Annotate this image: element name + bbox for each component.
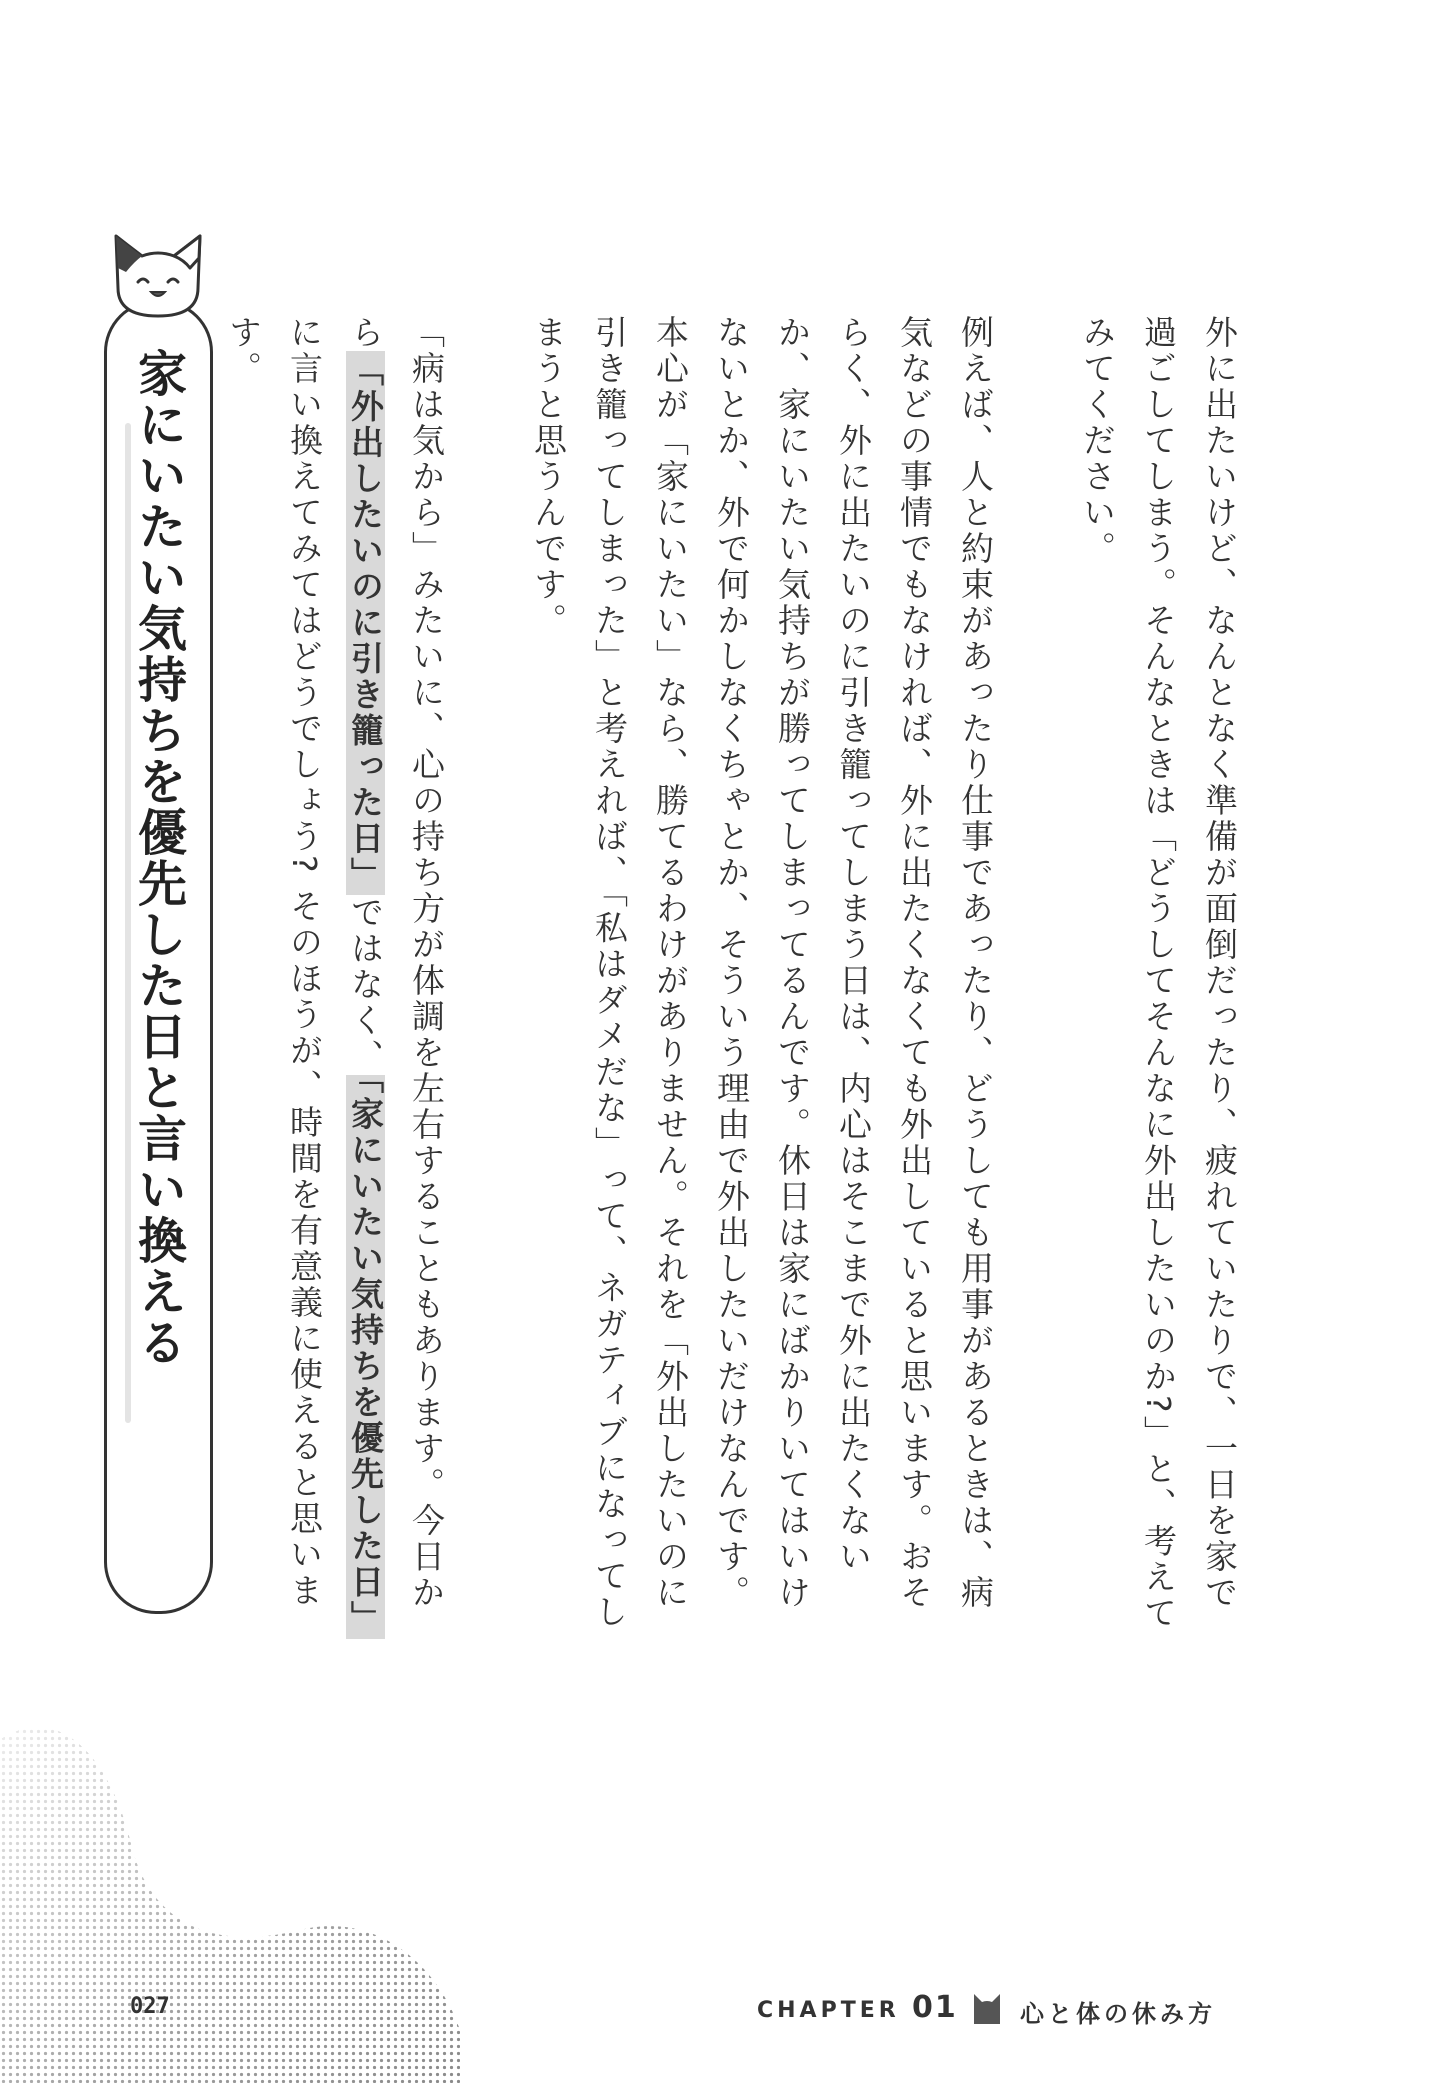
cat-mascot-icon [104,228,212,320]
paragraph-3-text-a: 「病は気から」みたいに、心の持ち方が体調を左右することもあります。今日から [346,315,446,1611]
chapter-label: CHAPTER [757,1998,900,2023]
chapter-title: 心と体の休み方 [1020,2000,1216,2028]
highlight-phrase-1: 「外出したいのに引き籠った日」 [346,353,385,893]
title-banner [104,300,213,1614]
paragraph-3 [213,315,457,1645]
highlight-phrase-2: 「家にいたい気持ちを優先した日」 [346,1077,385,1637]
paragraph-2: 例えば、人と約束があったり仕事であったり、どうしても用事があるときは、病気などの事情でもなければ、外に出たくなくても外出していると思います。おそらく、外に出たいのに引き籠ってしまう日は、内心はそこまで外に出たくないか、家にいたい気持ちが勝ってしまってるんです。休日は家にばかりいてはいけないとか、外で何かしなくちゃとか、そういう理由で外出したいだけなんです。本心が「家にいたい」なら、勝てるわけがありません。それを「外出したいのに引き籠ってしまった」と考えれば、「私はダメだな」って、ネガティブになってしまうと思うんです。 [529,315,995,1631]
decorative-wave [0,1700,460,2083]
body-text [224,315,1250,1645]
paragraph-3-text-c: に言い換えてみてはどうでしょう? そのほうが、時間を有意義に使えると思います。 [224,315,324,1610]
paragraph-3-text-b: ではなく、 [346,895,385,1075]
page-number: 027 [130,1994,170,2019]
paragraph-1: 外に出たいけど、なんとなく準備が面倒だったり、疲れていたりで、一日を家で過ごしてしまう。そんなときは「どうしてそんなに外出したいのか?」と、考えてみてください。 [1078,315,1239,1632]
chapter-number: 01 [912,1990,958,2025]
cat-silhouette-icon [970,1990,1004,2026]
page-title: 家にいたい気持ちを優先した日と言い換える [130,348,188,1368]
